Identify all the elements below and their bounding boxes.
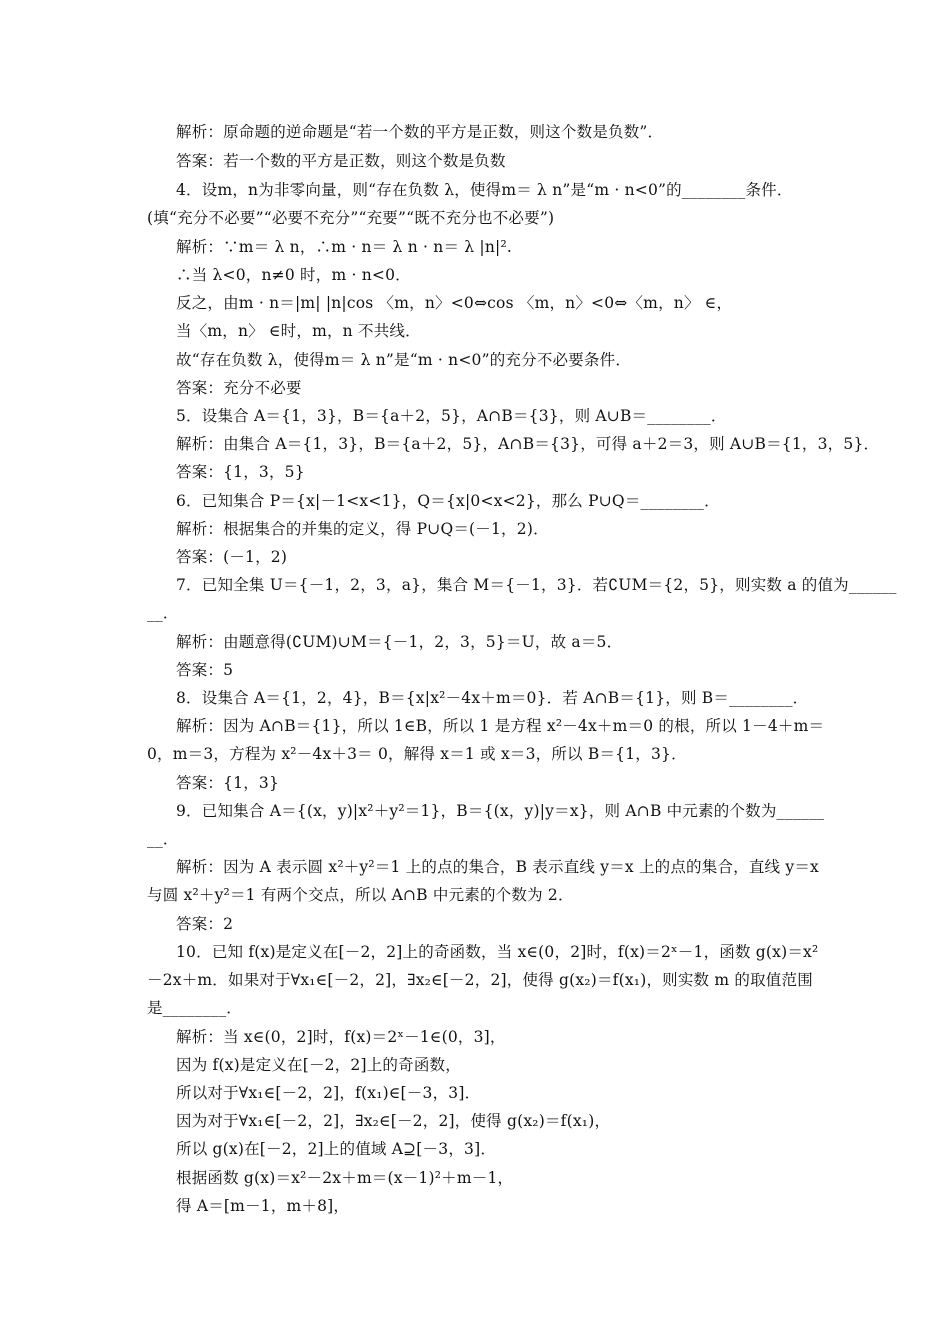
solution-line: 根据函数 g(x)＝x²－2x＋m＝(x－1)²＋m－1， (176, 1169, 514, 1187)
solution-line: 解析：因为 A∩B＝{1}，所以 1∈B，所以 1 是方程 x²－4x＋m＝0 的根，所以 1－4＋m＝ (176, 717, 825, 735)
solution-line: 解析：根据集合的并集的定义，得 P∪Q＝(－1，2)． (176, 520, 549, 538)
solution-line: 因为 f(x)是定义在[－2，2]上的奇函数， (176, 1056, 461, 1074)
question-6: 6．已知集合 P＝{x|－1<x<1}，Q＝{x|0<x<2}，那么 P∪Q＝________． (176, 492, 720, 510)
solution-line: 解析：因为 A 表示圆 x²＋y²＝1 上的点的集合，B 表示直线 y＝x 上的点的集合，直线 y＝x (176, 858, 819, 876)
question-10-cont: 是________． (147, 999, 243, 1017)
answer-line: 答案：(－1，2) (176, 548, 288, 566)
question-9-cont: __． (147, 830, 179, 848)
question-7-cont: __． (147, 604, 179, 622)
solution-line: ∴当 λ<0，n≠0 时，m · n<0． (176, 266, 411, 284)
solution-line: 解析：当 x∈(0，2]时，f(x)＝2ˣ－1∈(0，3]， (176, 1028, 506, 1046)
solution-line: 0，m＝3，方程为 x²－4x＋3＝ 0，解得 x＝1 或 x＝3，所以 B＝{1，3}． (147, 745, 687, 763)
answer-line: 答案：{1，3} (176, 774, 280, 792)
solution-line: 解析：由题意得(∁UM)∪M＝{－1，2，3，5}＝U，故 a＝5． (176, 633, 623, 651)
answer-line: 答案：5 (176, 661, 234, 679)
solution-line: 解析：由集合 A＝{1，3}，B＝{a＋2，5}，A∩B＝{3}，可得 a＋2＝3，则 A∪B＝{1，3，5}． (176, 435, 880, 453)
answer-line: 答案：充分不必要 (176, 379, 302, 397)
question-4: 4．设m，n为非零向量，则“存在负数 λ，使得m＝ λ n”是“m · n<0”的________条件． (176, 181, 793, 199)
solution-line: 解析：原命题的逆命题是“若一个数的平方是正数，则这个数是负数”． (176, 123, 664, 141)
solution-line: 得 A＝[m－1，m＋8]， (176, 1197, 350, 1215)
solution-line: 所以 g(x)在[－2，2]上的值域 A⊇[－3，3]． (176, 1140, 497, 1158)
question-4-cont: (填“充分不必要”“必要不充分”“充要”“既不充分也不必要”) (147, 209, 555, 227)
solution-line: 故“存在负数 λ，使得m＝ λ n”是“m · n<0”的充分不必要条件． (176, 351, 632, 369)
solution-line: 解析：∵m＝ λ n，∴m · n＝ λ n · n＝ λ |n|². (176, 238, 512, 256)
solution-line: 因为对于∀x₁∈[－2，2]，∃x₂∈[－2，2]，使得 g(x₂)＝f(x₁)， (176, 1112, 611, 1130)
question-10-cont: －2x＋m．如果对于∀x₁∈[－2，2]，∃x₂∈[－2，2]，使得 g(x₂)＝f(x₁)，则实数 m 的取值范围 (147, 971, 813, 989)
solution-line: 与圆 x²＋y²＝1 有两个交点，所以 A∩B 中元素的个数为 2． (147, 886, 574, 904)
solution-line: 反之，由m · n＝|m| |n|cos 〈m，n〉<0⇔cos 〈m，n〉<0⇔〈m，n〉 ∈， (176, 294, 733, 312)
question-10: 10．已知 f(x)是定义在[－2，2]上的奇函数，当 x∈(0，2]时，f(x)＝2ˣ－1，函数 g(x)＝x² (176, 943, 819, 961)
question-5: 5．设集合 A＝{1，3}，B＝{a＋2，5}，A∩B＝{3}，则 A∪B＝________． (176, 407, 727, 425)
solution-line: 所以对于∀x₁∈[－2，2]，f(x₁)∈[－3，3]． (176, 1084, 481, 1102)
answer-line: 答案：{1，3，5} (176, 463, 305, 481)
question-7: 7．已知全集 U＝{－1，2，3，a}，集合 M＝{－1，3}．若∁UM＝{2，5}，则实数 a 的值为______ (176, 576, 897, 594)
question-8: 8．设集合 A＝{1，2，4}，B＝{x|x²－4x＋m＝0}．若 A∩B＝{1}，则 B＝________． (176, 689, 809, 707)
answer-line: 答案：2 (176, 915, 234, 933)
solution-line: 当〈m，n〉 ∈时，m，n 不共线． (176, 322, 421, 340)
answer-line: 答案：若一个数的平方是正数，则这个数是负数 (176, 152, 506, 170)
question-9: 9．已知集合 A＝{(x，y)|x²＋y²＝1}，B＝{(x，y)|y＝x}，则 A∩B 中元素的个数为______ (176, 802, 825, 820)
